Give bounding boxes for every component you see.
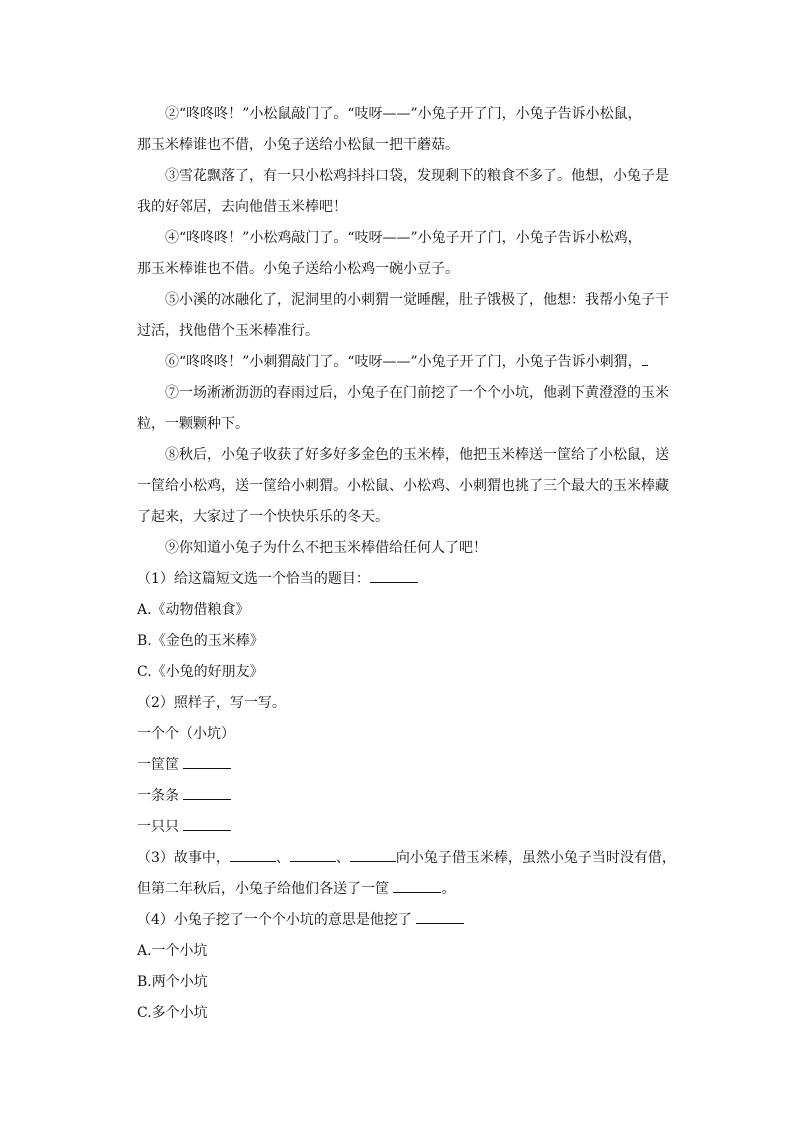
question-1-option-a: A.《动物借粮食》 <box>137 602 250 618</box>
question-4-text: （4）小兔子挖了一个个小坑的意思是他挖了 <box>137 912 412 928</box>
paragraph-5-line-1: ⑤小溪的冰融化了，泥洞里的小刺猬一觉睡醒，肚子饿极了，他想：我帮小兔子干 <box>165 292 669 308</box>
question-4-option-c: C.多个小坑 <box>137 1005 208 1021</box>
question-3-line-2 <box>137 874 677 905</box>
paragraph-6-blank[interactable] <box>642 349 648 366</box>
question-4-option-b: B.两个小坑 <box>137 974 208 990</box>
paragraph-7-line-1: ⑦一场淅淅沥沥的春雨过后，小兔子在门前挖了一个个小坑，他剥下黄澄澄的玉米 <box>165 385 669 401</box>
question-3-blank-2[interactable] <box>290 845 336 862</box>
paragraph-2-line-1: ②“咚咚咚！”小松鼠敲门了。“吱呀——”小兔子开了门，小兔子告诉小松鼠， <box>165 106 642 122</box>
question-2-item-3 <box>137 812 677 843</box>
question-1-option-c: C.《小兔的好朋友》 <box>137 664 264 680</box>
question-3-blank-3[interactable] <box>350 845 396 862</box>
paragraph-9-line-1: ⑨你知道小兔子为什么不把玉米棒借给任何人了吧！ <box>165 540 487 556</box>
paragraph-8-line-3: 了起来，大家过了一个快快乐乐的冬天。 <box>137 509 389 525</box>
paragraph-4-line-2: 那玉米棒谁也不借。小兔子送给小松鸡一碗小豆子。 <box>137 261 459 277</box>
question-3-sep-1: 、 <box>275 850 290 866</box>
question-2-item-2-text: 一条条 <box>137 788 179 804</box>
question-2-item-3-blank[interactable] <box>183 814 231 831</box>
paragraph-8-line-1: ⑧秋后，小兔子收获了好多好多金色的玉米棒，他把玉米棒送一筐给了小松鼠，送 <box>165 447 669 463</box>
question-3-blank-1[interactable] <box>230 845 276 862</box>
question-2-item-2-blank[interactable] <box>183 783 231 800</box>
question-3-suffix: 向小兔子借玉米棒，虽然小兔子当时没有借， <box>395 850 676 866</box>
question-4-stem <box>137 905 677 936</box>
question-1-text: （1）给这篇短文选一个恰当的题目： <box>137 571 370 587</box>
question-3-line-2-end: 。 <box>441 881 456 897</box>
question-3-line-1 <box>137 843 677 874</box>
paragraph-6-line-1 <box>137 347 677 378</box>
question-1-answer-blank[interactable] <box>370 566 418 583</box>
paragraph-7-line-2: 粒，一颗颗种下。 <box>137 416 249 432</box>
question-2-item-2 <box>137 781 677 812</box>
question-2-item-1 <box>137 750 677 781</box>
paragraph-3-line-2: 我的好邻居，去向他借玉米棒吧！ <box>137 199 347 215</box>
question-3-line-2-text: 但第二年秋后，小兔子给他们各送了一筐 <box>137 881 389 897</box>
paragraph-8-line-2: 一筐给小松鸡，送一筐给小刺猬。小松鼠、小松鸡、小刺猬也挑了三个最大的玉米棒藏 <box>137 478 669 494</box>
question-4-option-a: A.一个小坑 <box>137 943 208 959</box>
question-4-answer-blank[interactable] <box>416 907 464 924</box>
question-2-item-1-blank[interactable] <box>183 752 231 769</box>
reading-passage <box>137 99 677 1029</box>
question-2-item-3-text: 一只只 <box>137 819 179 835</box>
paragraph-4-line-1: ④“咚咚咚！”小松鸡敲门了。“吱呀——”小兔子开了门，小兔子告诉小松鸡， <box>165 230 642 246</box>
question-3-blank-4[interactable] <box>393 876 441 893</box>
paragraph-6-text: ⑥“咚咚咚！”小刺猬敲门了。“吱呀——”小兔子开了门，小兔子告诉小刺猬， <box>165 354 642 370</box>
question-3-sep-2: 、 <box>335 850 350 866</box>
paragraph-3-line-1: ③雪花飘落了，有一只小松鸡抖抖口袋，发现剩下的粮食不多了。他想，小兔子是 <box>165 168 669 184</box>
question-1-stem <box>137 564 677 595</box>
question-3-prefix: （3）故事中， <box>137 850 230 866</box>
question-2-item-1-text: 一筐筐 <box>137 757 179 773</box>
question-2-stem: （2）照样子，写一写。 <box>137 695 286 711</box>
paragraph-5-line-2: 过活，找他借个玉米棒准行。 <box>137 323 319 339</box>
question-2-example: 一个个（小坑） <box>137 726 235 742</box>
paragraph-2-line-2: 那玉米棒谁也不借，小兔子送给小松鼠一把干蘑菇。 <box>137 137 459 153</box>
question-1-option-b: B.《金色的玉米棒》 <box>137 633 264 649</box>
